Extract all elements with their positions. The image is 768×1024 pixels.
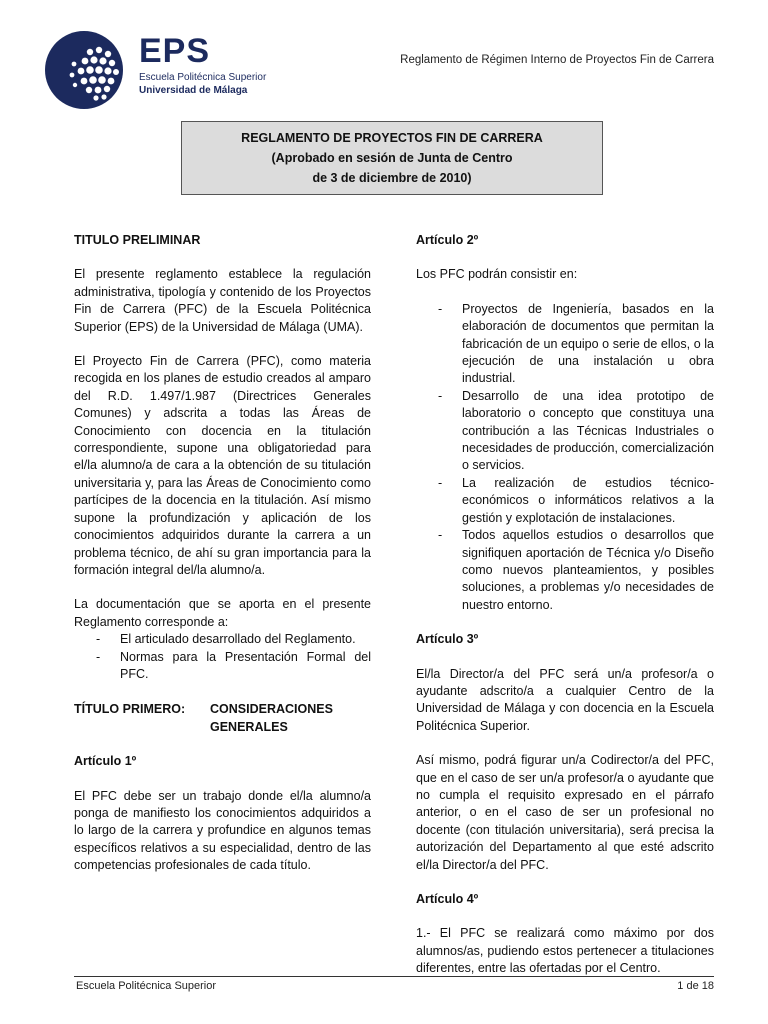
logo-eps-text: EPS	[139, 32, 211, 70]
titulo-primero-label: TÍTULO PRIMERO:	[74, 702, 186, 717]
articulo-2-list	[416, 301, 714, 614]
heading-titulo-preliminar: TITULO PRELIMINAR	[74, 233, 201, 247]
eps-logo-icon	[44, 30, 124, 110]
title-box	[181, 121, 603, 195]
footer-page-number: 1 de 18	[677, 980, 714, 992]
title-line-1: REGLAMENTO DE PROYECTOS FIN DE CARRERA	[241, 131, 543, 145]
right-column	[416, 232, 714, 995]
list-item: - Normas para la Presentación Formal del PFC.	[96, 649, 371, 681]
list-item: - Todos aquellos estudios o desarrollos que signifiquen aportación de Técnica y/o Diseño como nuevos planteamientos, y posibles soluciones, a problemas y/o necesidades de nuestro entorno.	[438, 528, 714, 612]
logo-school-name: Escuela Politécnica Superior	[139, 72, 267, 83]
footer-school: Escuela Politécnica Superior	[76, 980, 217, 992]
paragraph-articulo-3-a: El/la Director/a del PFC será un/a profesor/a o ayudante adscrito/a a cualquier Centro de la Universidad de Málaga y con docencia en la Escuela Politécnica Superior.	[416, 666, 714, 733]
documentation-list	[74, 631, 371, 683]
eps-logo	[44, 30, 267, 110]
titulo-primero-text: CONSIDERACIONES GENERALES	[210, 702, 333, 734]
paragraph-pfc-definition: El Proyecto Fin de Carrera (PFC), como materia recogida en los planes de estudio creados al amparo del R.D. 1.497/1.987 (Directrices Generales Comunes) y adscrita a todas las Áreas de Conocimiento con docencia en la titulación correspondiente, supone una obligatoriedad para el/la alumno/a de cara a la obtención de su titulación universitaria y, para las Áreas de Conocimiento como partícipes de la docencia en la titulación. Así mismo supone la profundización y aplicación de los conocimientos adquiridos durante la carrera a un problema técnico, de ahí su gran importancia para la formación integral del/la alumno/a.	[74, 354, 371, 577]
paragraph-articulo-1: El PFC debe ser un trabajo donde el/la alumno/a ponga de manifiesto los conocimientos adquiridos a lo largo de la carrera y profundice en algunos temas específicos relativos a su especialidad, dentro de las competencias profesionales de cada título.	[74, 788, 371, 873]
heading-articulo-3: Artículo 3º	[416, 632, 479, 647]
left-column	[74, 232, 371, 892]
title-line-2: (Aprobado en sesión de Junta de Centro	[271, 151, 513, 165]
header-document-title: Reglamento de Régimen Interno de Proyectos Fin de Carrera	[400, 54, 714, 66]
paragraph-articulo-4: 1.- El PFC se realizará como máximo por dos alumnos/as, pudiendo estos pertenecer a titulaciones diferentes, entre las ofertadas por el Centro.	[416, 926, 714, 976]
list-item: - El articulado desarrollado del Reglamento.	[96, 632, 356, 647]
heading-articulo-2: Artículo 2º	[416, 233, 479, 247]
paragraph-documentation: La documentación que se aporta en el presente Reglamento corresponde a:	[74, 597, 371, 629]
paragraph-articulo-2-intro: Los PFC podrán consistir en:	[416, 267, 578, 282]
heading-titulo-primero	[74, 701, 371, 736]
logo-university-name: Universidad de Málaga	[139, 85, 248, 96]
title-line-3: de 3 de diciembre de 2010)	[312, 171, 472, 185]
heading-articulo-1: Artículo 1º	[74, 754, 137, 769]
paragraph-intro: El presente reglamento establece la regulación administrativa, tipología y contenido de los Proyectos Fin de Carrera (PFC) de la Escuela Politécnica Superior (EPS) de la Universidad de Málaga (UMA).	[74, 267, 371, 334]
heading-articulo-4: Artículo 4º	[416, 892, 479, 906]
list-item: - Proyectos de Ingeniería, basados en la elaboración de documentos que permitan la fabricación de un equipo o serie de ellos, o la ejecución de una instalación u obra industrial.	[438, 301, 714, 386]
list-item: - Desarrollo de una idea prototipo de laboratorio o concepto que constituya una contribución a las Técnicas Industriales o necesidades de producción, comercialización o servicios.	[438, 388, 714, 473]
paragraph-articulo-3-b: Así mismo, podrá figurar un/a Codirector/a del PFC, que en el caso de ser un/a profesor/a o ayudante que no cumpla el requisito expresado en el párrafo anterior, o en el caso de ser un profesional no docente (con titulación universitaria), será precisa la autorización del Departamento al que esté adscrito el/la Director/a del PFC.	[416, 753, 714, 872]
footer-divider	[74, 976, 714, 977]
list-item: - La realización de estudios técnico-económicos o informáticos relativos a la gestión y explotación de instalaciones.	[438, 475, 714, 525]
